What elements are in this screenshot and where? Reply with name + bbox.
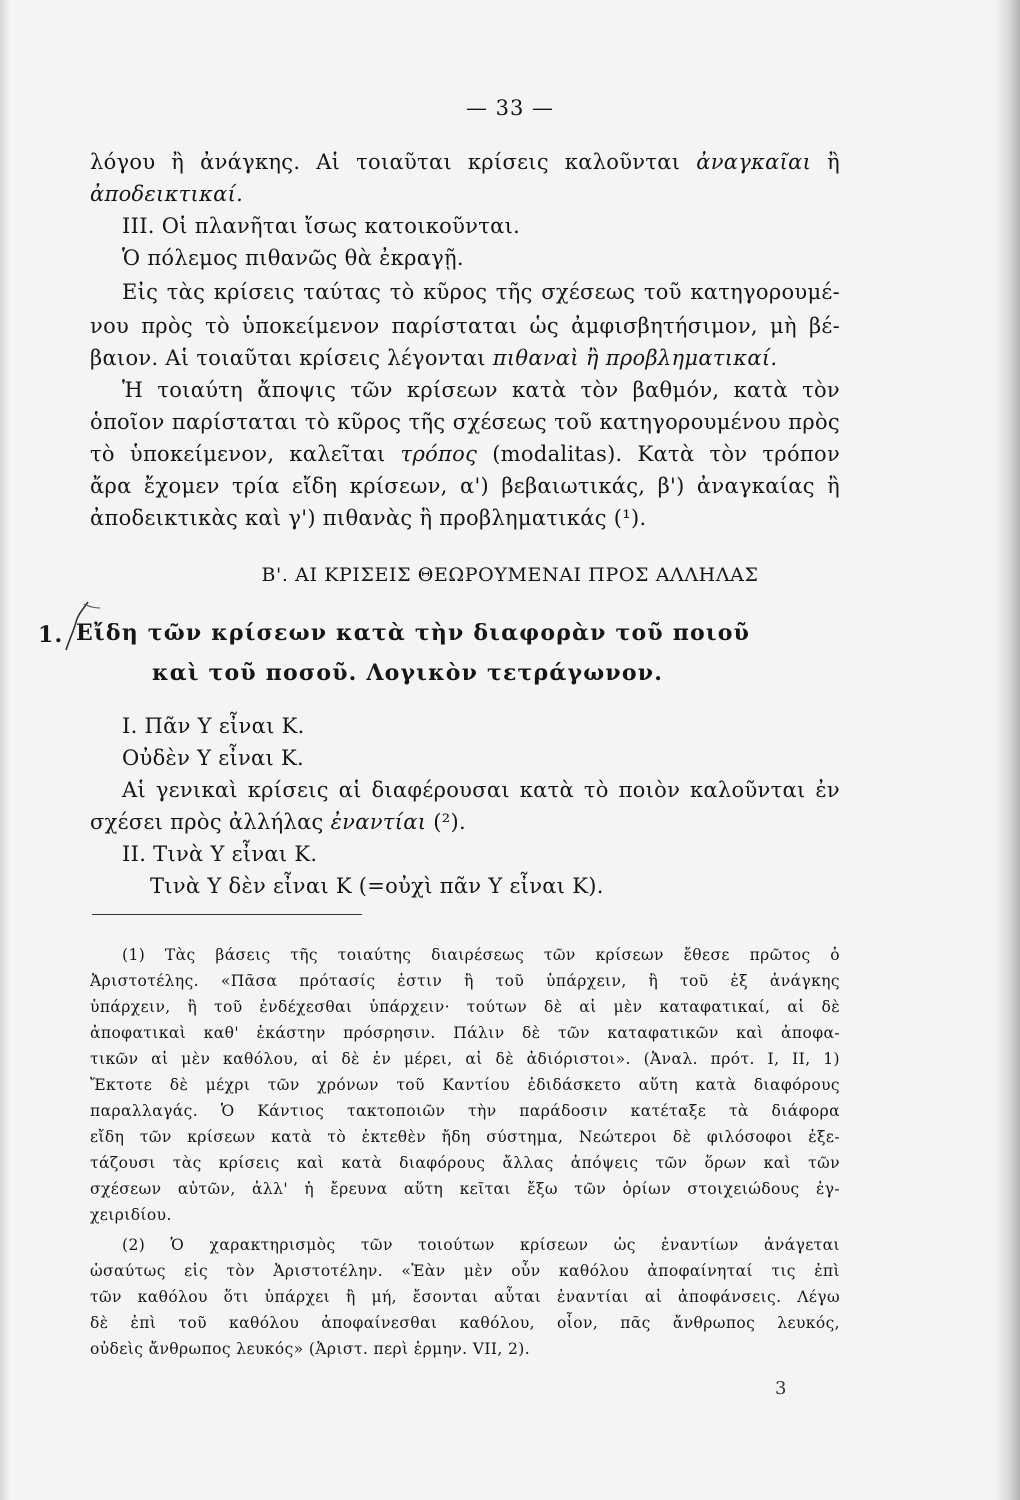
example-proposition: Οὐδὲν Υ εἶναι Κ. [122,746,305,770]
numbered-example: III. Οἱ πλανῆται ἴσως κατοικοῦνται. [122,214,521,238]
footnote-line: σχέσεων αὐτῶν, ἀλλ' ἡ ἔρευνα αὕτη κεῖται ἔξω τῶν ὁρίων στοιχειώδους ἐγ- [90,1180,840,1198]
signature-mark: 3 [775,1378,787,1399]
example-proposition: Τινὰ Υ δὲν εἶναι Κ (=οὐχὶ πᾶν Υ εἶναι Κ). [150,874,604,898]
body-line: ἄρα ἔχομεν τρία εἴδη κρίσεων, α') βεβαιωτικάς, β') ἀναγκαίας ἢ [90,474,840,498]
body-line: ὁποῖον παρίσταται τὸ κῦρος τῆς σχέσεως τοῦ κατηγορουμένου πρὸς [90,410,840,434]
section-heading: Β'. ΑΙ ΚΡΙΣΕΙΣ ΘΕΩΡΟΥΜΕΝΑΙ ΠΡΟΣ ΑΛΛΗΛΑΣ [261,564,759,586]
body-line: Ὁ πόλεμος πιθανῶς θὰ ἐκραγῇ. [122,246,464,270]
body-line: ἀποδεικτικὰς καὶ γ') πιθανὰς ἢ προβληματικάς (¹). [90,506,647,530]
body-line: ἀποδεικτικαί. [90,182,244,206]
subsection-title-line: καὶ τοῦ ποσοῦ. Λογικὸν τετράγωνον. [152,660,664,686]
body-line: βαιον. Αἱ τοιαῦται κρίσεις λέγονται πιθαναὶ ἢ προβληματικαί. [90,346,778,370]
body-line: σχέσει πρὸς ἀλλήλας ἐναντίαι (²). [90,810,466,834]
body-line: Ἡ τοιαύτη ἄποψις τῶν κρίσεων κατὰ τὸν βαθμόν, κατὰ τὸν [122,378,840,402]
footnote-line: (2) Ὁ χαρακτηρισμὸς τῶν τοιούτων κρίσεων ὡς ἐναντίων ἀνάγεται [122,1236,840,1254]
footnote-line: τικῶν αἱ μὲν καθόλου, αἱ δὲ ἐν μέρει, αἱ δὲ ἀδιόριστοι». (Ἀναλ. πρότ. I, II, 1) [90,1050,840,1068]
footnote-line: Ἔκτοτε δὲ μέχρι τῶν χρόνων τοῦ Καντίου ἐδιδάσκετο αὕτη κατὰ διαφόρους [90,1076,840,1094]
footnote-line: χειριδίου. [90,1206,172,1224]
body-line: Εἰς τὰς κρίσεις ταύτας τὸ κῦρος τῆς σχέσεως τοῦ κατηγορουμέ- [122,280,840,304]
body-line: τὸ ὑποκείμενον, καλεῖται τρόπος (modalitas). Κατὰ τὸν τρόπον [90,442,841,466]
footnote-line: εἴδη τῶν κρίσεων κατὰ τὸ ἐκτεθὲν ἤδη σύστημα, Νεώτεροι δὲ φιλόσοφοι ἐξε- [90,1128,840,1146]
footnote-line: οὐδεὶς ἄνθρωπος λευκός» (Ἀριστ. περὶ ἑρμην. VII, 2). [90,1340,531,1358]
footnote-line: παραλλαγάς. Ὁ Κάντιος τακτοποιῶν τὴν παράδοσιν κατέταξε τὰ διάφορα [90,1102,840,1120]
footnote-line: τάζουσι τὰς κρίσεις καὶ κατὰ διαφόρους ἄλλας ἀπόψεις τῶν ὅρων καὶ τῶν [90,1154,840,1172]
footnote-line: ὑπάρχειν, ἢ τοῦ ἐνδέχεσθαι ὑπάρχειν· τούτων δὲ αἱ μὲν καταφατικαί, αἱ δὲ [90,998,840,1016]
body-line: Αἱ γενικαὶ κρίσεις αἱ διαφέρουσαι κατὰ τὸ ποιὸν καλοῦνται ἐν [122,778,840,802]
footnote-line: τῶν καθόλου ὅτι ὑπάρχει ἢ μή, ἔσονται αὗται ἐναντίαι αἱ ἀποφάνσεις. Λέγω [90,1288,840,1306]
example-proposition: II. Τινὰ Υ εἶναι Κ. [122,842,318,866]
footnote-separator [92,914,362,915]
page-shadow-right [994,0,1020,1500]
footnote-line: ἀποφατικαὶ καθ' ἑκάστην πρόσρησιν. Πάλιν δὲ τῶν καταφατικῶν καὶ ἀποφα- [90,1024,840,1042]
subsection-title-line: Εἴδη τῶν κρίσεων κατὰ τὴν διαφορὰν τοῦ ποιοῦ [76,620,751,646]
example-proposition: I. Πᾶν Υ εἶναι Κ. [122,714,305,738]
subsection-number: 1. [38,622,64,648]
footnote-line: δὲ ἐπὶ τοῦ καθόλου ἀποφαίνεσθαι καθόλου, οἷον, πᾶς ἄνθρωπος λευκός, [90,1314,840,1332]
body-line: λόγου ἢ ἀνάγκης. Αἱ τοιαῦται κρίσεις καλοῦνται ἀναγκαῖαι ἢ [90,150,840,174]
body-line: νου πρὸς τὸ ὑποκείμενον παρίσταται ὡς ἀμφισβητήσιμον, μὴ βέ- [90,314,840,338]
footnote-line: ὡσαύτως εἰς τὸν Ἀριστοτέλην. «Ἐὰν μὲν οὖν καθόλου ἀποφαίνηταί τις ἐπὶ [90,1262,840,1280]
page-shadow-left [0,0,10,1500]
footnote-line: Ἀριστοτέλης. «Πᾶσα πρότασίς ἐστιν ἢ τοῦ ὑπάρχειν, ἢ τοῦ ἐξ ἀνάγκης [90,972,840,990]
footnote-line: (1) Τὰς βάσεις τῆς τοιαύτης διαιρέσεως τῶν κρίσεων ἔθεσε πρῶτος ὁ [122,946,840,964]
page-number: — 33 — [465,96,555,120]
